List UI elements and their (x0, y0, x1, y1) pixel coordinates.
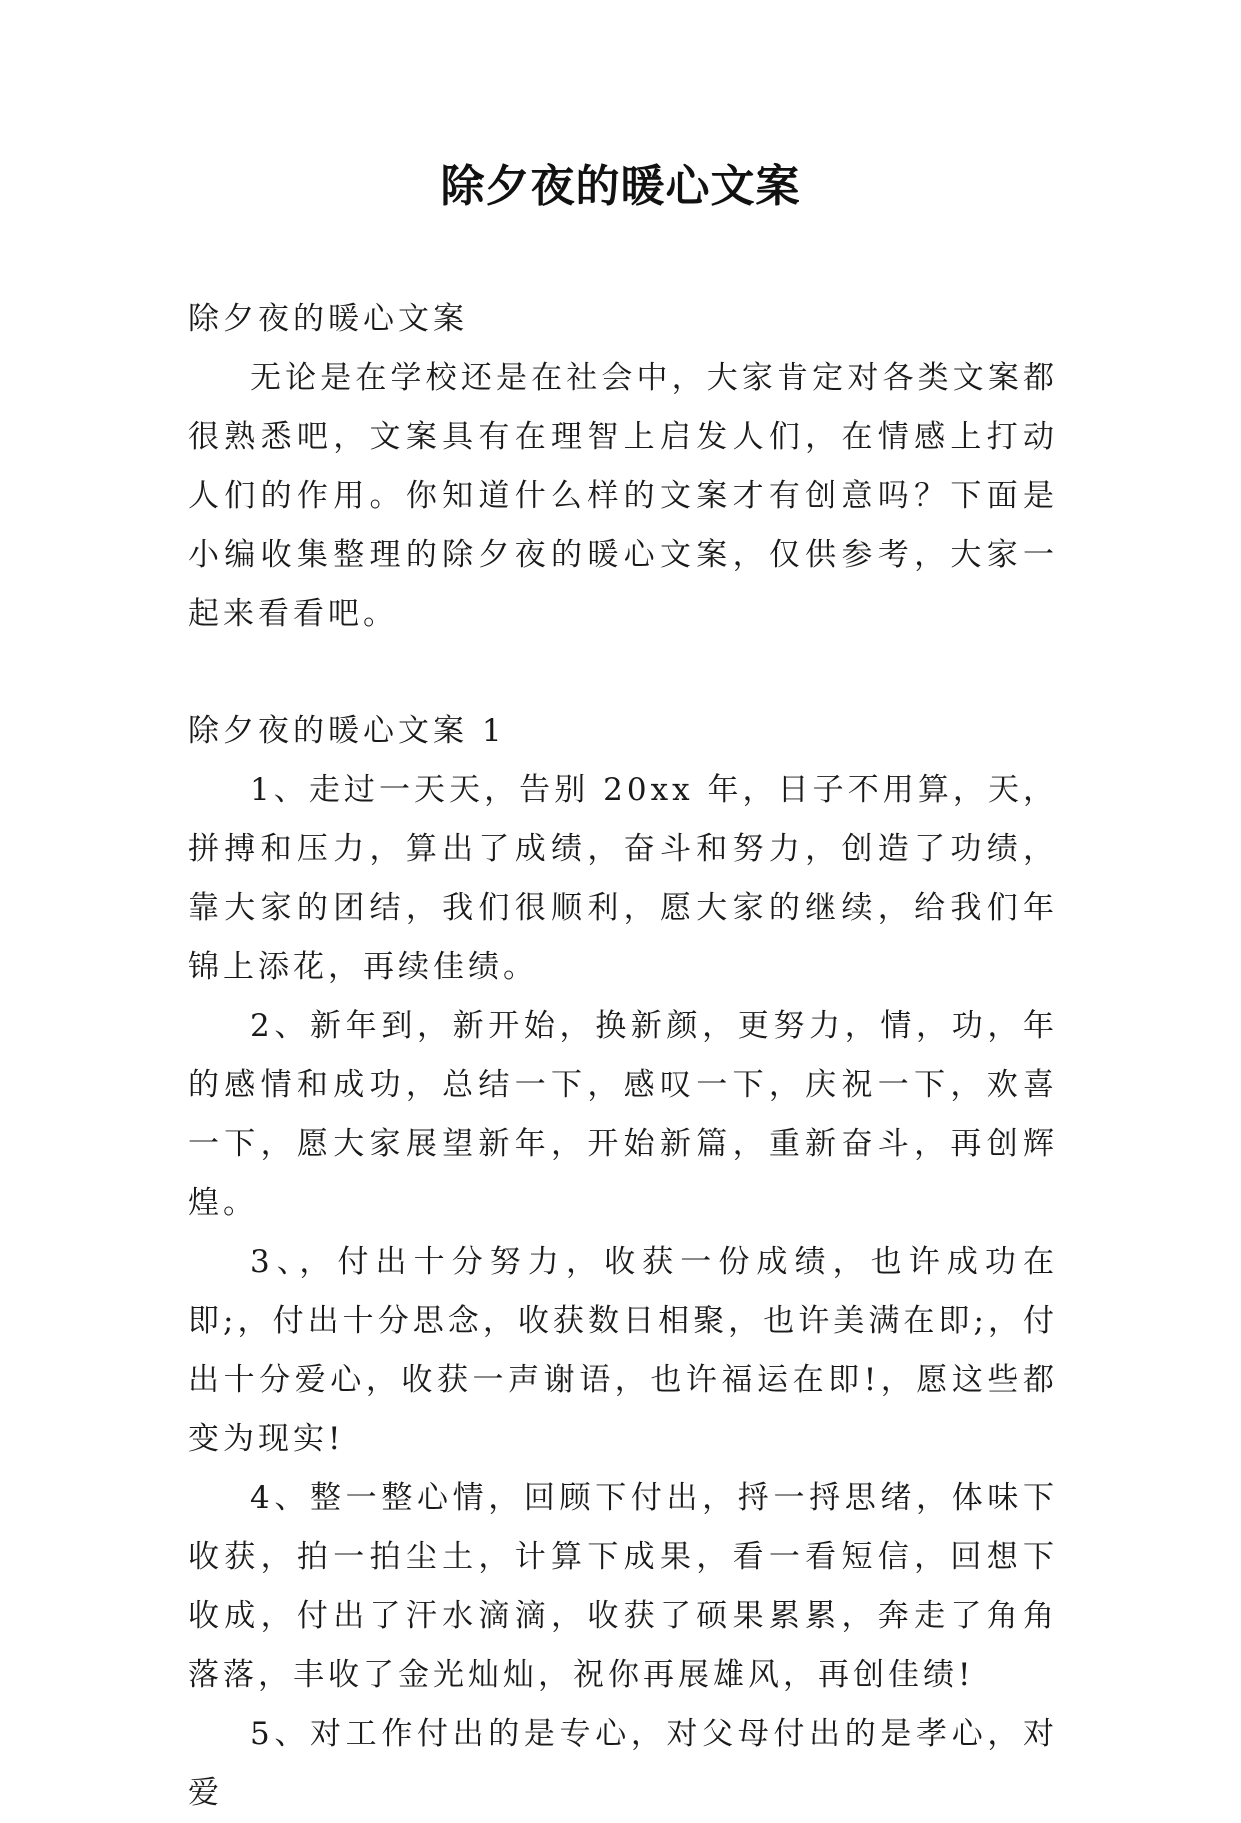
intro-paragraph: 无论是在学校还是在社会中，大家肯定对各类文案都很熟悉吧，文案具有在理智上启发人们，在情感上打动人们的作用。你知道什么样的文案才有创意吗？下面是小编收集整理的除夕夜的暖心文案，仅供参考，大家一起来看看吧。 (188, 360, 1058, 632)
list-item: 1、走过一天天，告别 20xx 年，日子不用算，天，拼搏和压力，算出了成绩，奋斗和努力，创造了功绩，靠大家的团结，我们很顺利，愿大家的继续，给我们年锦上添花，再续佳绩。 (188, 772, 1058, 985)
list-item: 4、整一整心情，回顾下付出，捋一捋思绪，体味下收获，拍一拍尘土，计算下成果，看一看短信，回想下收成，付出了汗水滴滴，收获了硕果累累，奔走了角角落落，丰收了金光灿灿，祝你再展雄风，再创佳绩! (188, 1480, 1058, 1693)
section-heading: 除夕夜的暖心文案 1 (188, 713, 506, 749)
intro-heading: 除夕夜的暖心文案 (188, 301, 468, 337)
section-spacer (188, 644, 1058, 702)
document-body (188, 290, 1058, 1823)
list-item: 3、，付出十分努力，收获一份成绩，也许成功在即;，付出十分思念，收获数日相聚，也许美满在即;，付出十分爱心，收获一声谢语，也许福运在即!，愿这些都变为现实! (188, 1244, 1058, 1457)
list-item: 2、新年到，新开始，换新颜，更努力，情，功，年的感情和成功，总结一下，感叹一下，庆祝一下，欢喜一下，愿大家展望新年，开始新篇，重新奋斗，再创辉煌。 (188, 1008, 1058, 1221)
list-item: 5、对工作付出的是专心，对父母付出的是孝心，对爱 (188, 1716, 1058, 1811)
document-title: 除夕夜的暖心文案 (440, 161, 801, 212)
